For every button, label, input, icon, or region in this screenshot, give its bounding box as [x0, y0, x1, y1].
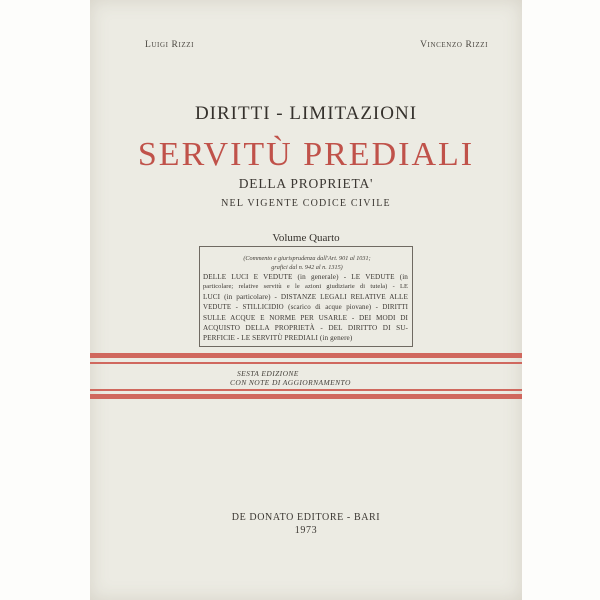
subtitle-2: NEL VIGENTE CODICE CIVILE: [221, 198, 391, 209]
kicker: DIRITTI - LIMITAZIONI: [194, 103, 418, 124]
contents-line: particolare; relative servitù e le azioni giudiziarie di tutela) - LE: [203, 283, 408, 291]
red-rule: [90, 362, 522, 364]
contents-text: [203, 272, 408, 343]
commentary-line: grafici dal n. 942 al n. 1315): [271, 264, 343, 271]
volume-label: [90, 232, 522, 244]
contents-line: ACQUISTO DELLA PROPRIETÀ - DEL DIRITTO DI SU-: [203, 324, 408, 333]
contents-line: DELLE LUCI E VEDUTE (in generale) - LE VEDUTE (in: [203, 273, 408, 281]
volume-text: Volume Quarto: [267, 232, 344, 244]
red-rule: [90, 394, 522, 399]
authors: [145, 40, 488, 50]
contents-line: LUCI (in particolare) - DISTANZE LEGALI RELATIVE ALLE: [203, 293, 408, 302]
red-rule: [90, 389, 522, 391]
book-cover: [90, 0, 522, 600]
red-rule: [90, 353, 522, 358]
commentary-line: (Commento e giurisprudenza dall'Art. 901 al 1031;: [243, 255, 371, 262]
book-title: SERVITÙ PREDIALI: [137, 136, 475, 173]
subtitle-1: DELLA PROPRIETA': [238, 176, 374, 191]
commentary-note: [202, 254, 412, 272]
author-right: Vincenzo Rizzi: [420, 40, 488, 50]
publisher: DE DONATO EDITORE - BARI: [231, 512, 381, 523]
contents-line: SULLE ACQUE E NORME PER USARLE - DEI MODI DI: [203, 313, 408, 322]
author-left: Luigi Rizzi: [145, 40, 195, 50]
edition-note: [230, 369, 351, 387]
edition-line: CON NOTE DI AGGIORNAMENTO: [230, 378, 351, 387]
contents-line: VEDUTE - STILLICIDIO (scarico di acque piovane) - DIRITTI: [203, 303, 408, 311]
publication-year: 1973: [294, 525, 318, 536]
edition-line: SESTA EDIZIONE: [237, 369, 299, 378]
contents-line: PERFICIE - LE SERVITÙ PREDIALI (in genere): [203, 334, 353, 343]
